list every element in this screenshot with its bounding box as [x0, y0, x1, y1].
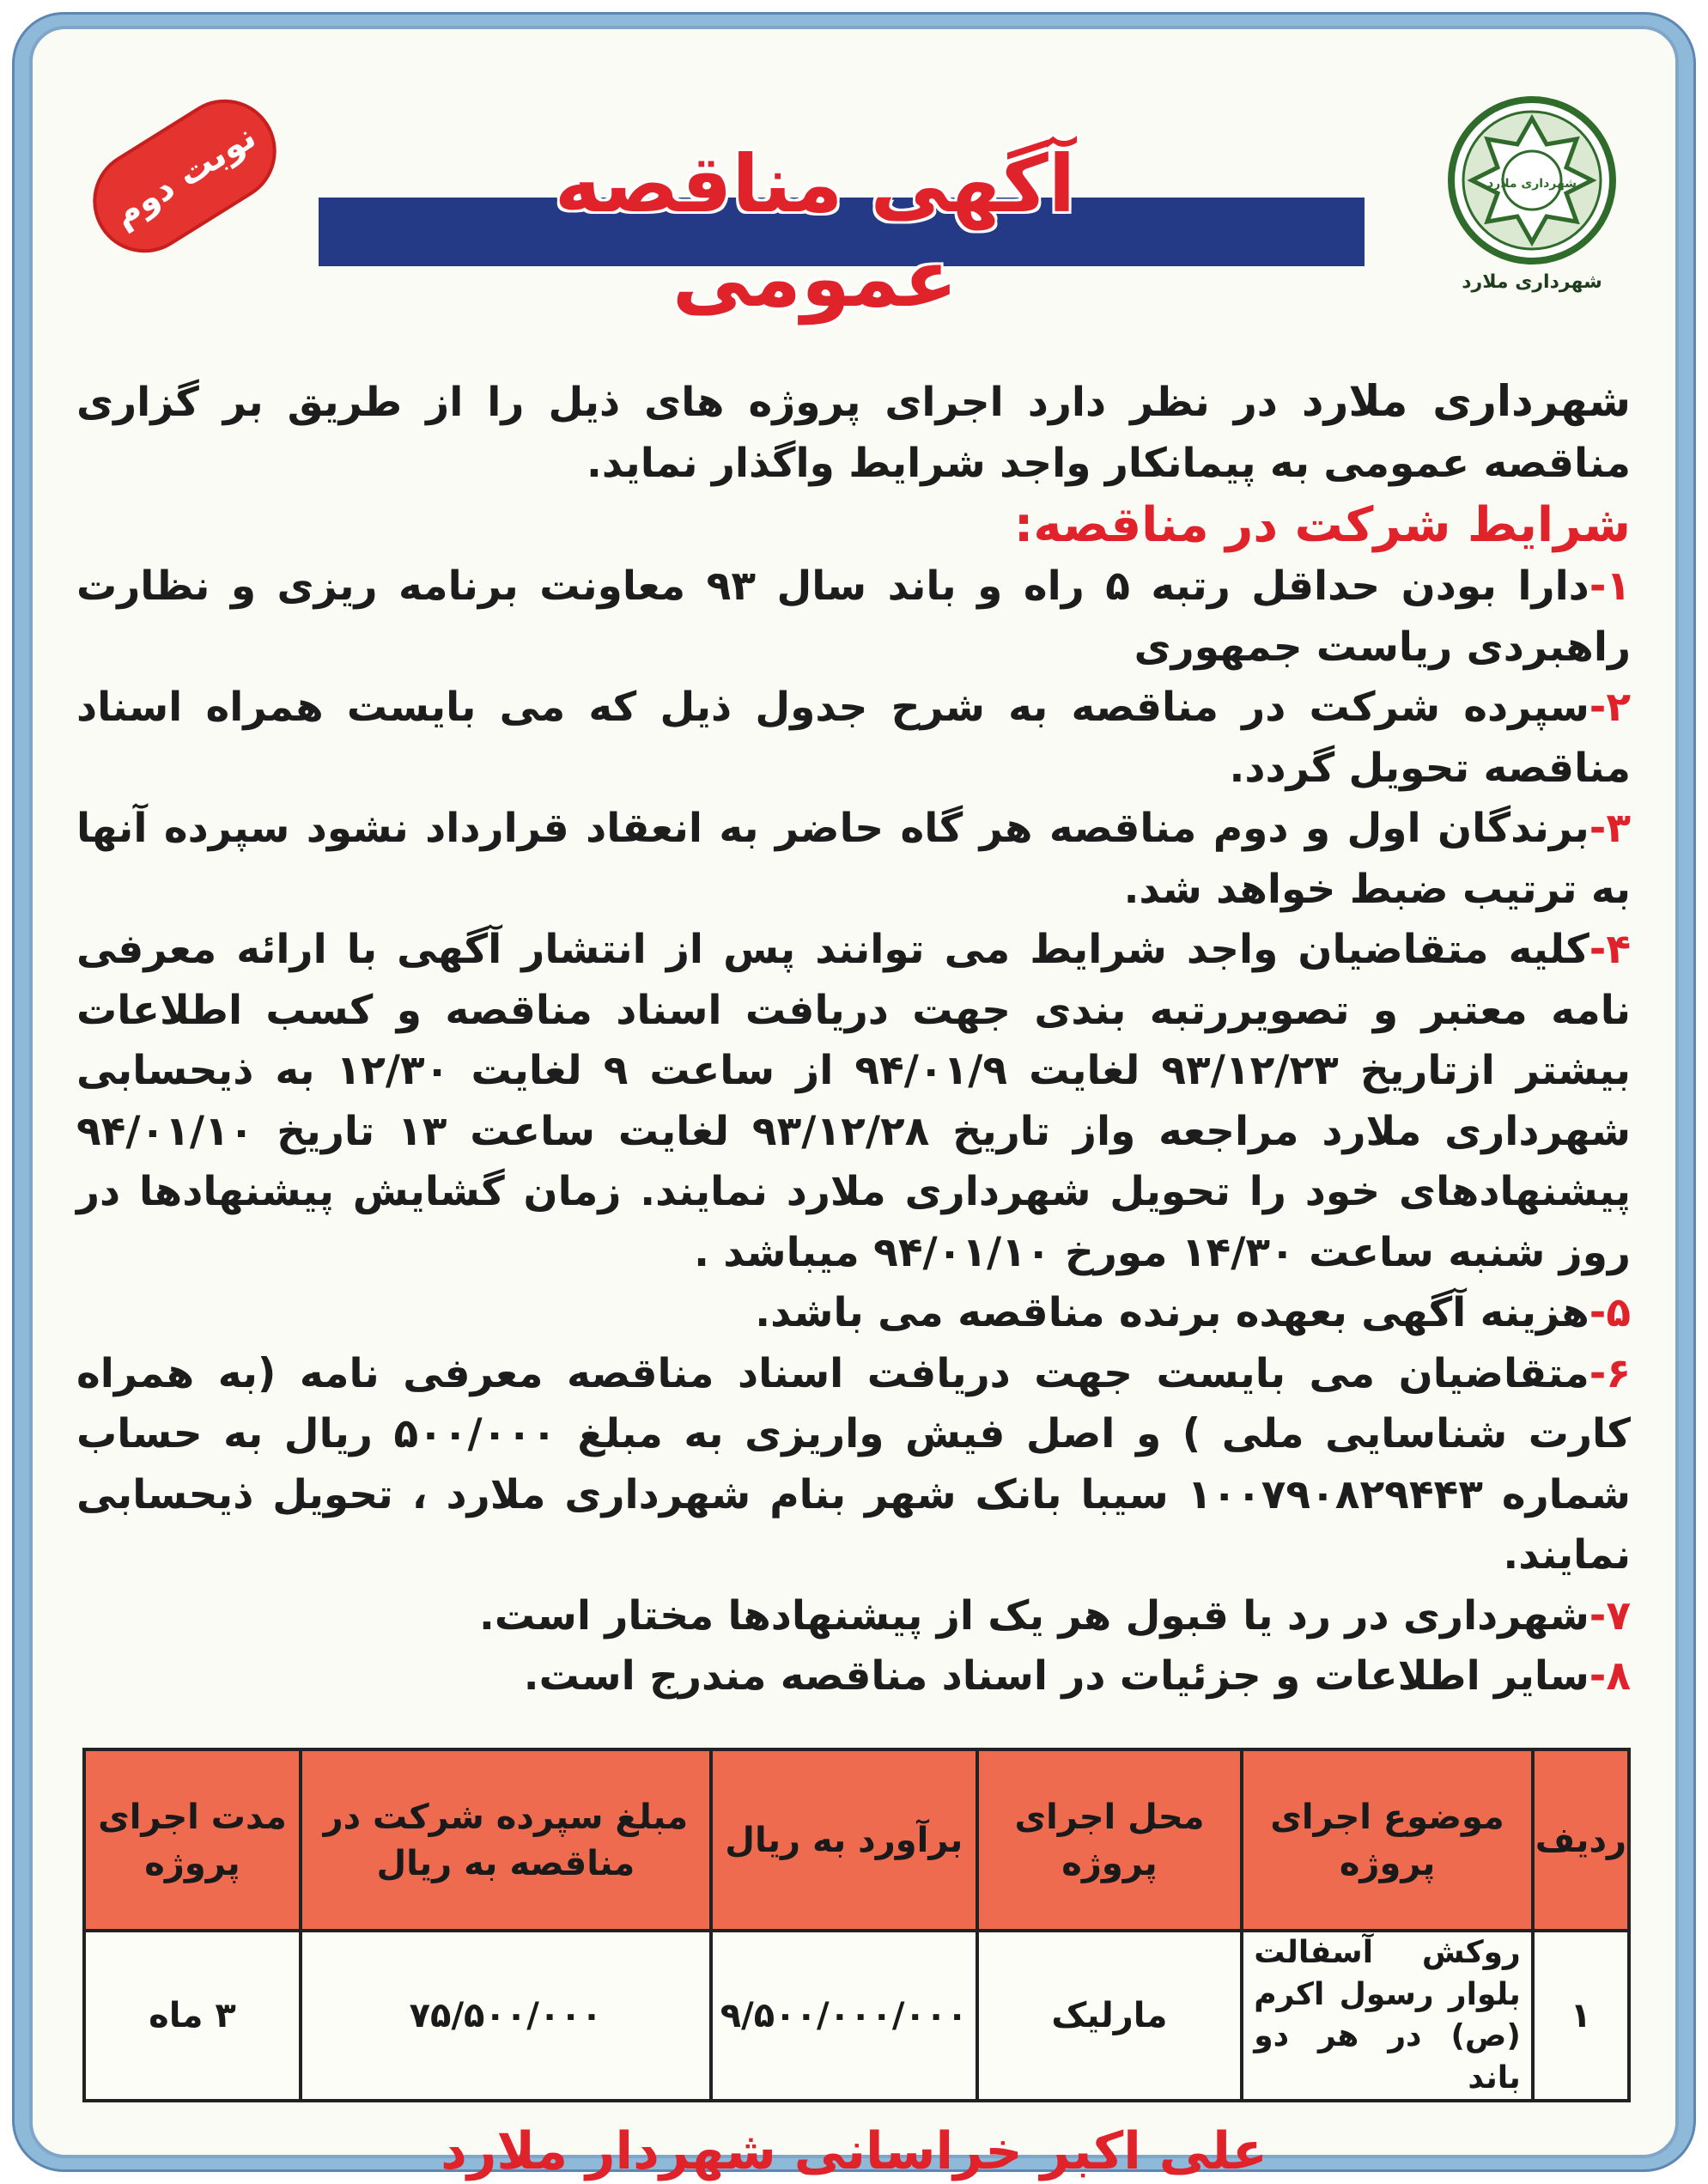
cell-duration: ۳ ماه [84, 1931, 301, 2101]
tender-table [82, 1748, 1631, 2102]
intro-paragraph [76, 369, 1631, 495]
conditions-title: شرایط شرکت در مناقصه: [1013, 496, 1631, 553]
header-estimate: برآورد به ریال [711, 1749, 977, 1931]
logo [1442, 94, 1622, 335]
condition-2: ۲-سپرده شرکت در مناقصه به شرح جدول ذیل که می بایست همراه اسناد مناقصه تحویل گردد. [76, 684, 1631, 792]
emblem-text: شهرداری ملارد [1486, 177, 1577, 191]
notice-page [52, 43, 1656, 2181]
cell-deposit: ۷۵/۵۰۰/۰۰۰ [301, 1931, 711, 2101]
cell-row-number: ۱ [1533, 1931, 1629, 2101]
header-project-location: محل اجرای پروژه [977, 1749, 1243, 1931]
condition-6: ۶-متقاضیان می بایست جهت دریافت اسناد مناقصه معرفی نامه (به همراه کارت شناسایی ملی ) و اصل فیش واریزی به مبلغ ۵۰۰/۰۰۰ ریال به حساب شماره ۱۰۰۷۹۰۸۲۹۴۴۳ سیبا بانک شهر بنام شهرداری ملارد ، تحویل ذیحسابی نمایند. [76, 1349, 1632, 1579]
logo-caption: شهرداری ملارد [1462, 271, 1602, 293]
cell-project-location: مارلیک [977, 1931, 1243, 2101]
page-title: آگهی مناقصه عمومی [554, 138, 1076, 325]
intro-text: در نظر دارد اجرای پروژه های ذیل را از طریق بر گزاری مناقصه عمومی به پیمانکار واجد شرایط واگذار نماید. [76, 379, 1631, 487]
condition-5: ۵-هزینه آگهی بعهده برنده مناقصه می باشد. [755, 1289, 1631, 1337]
municipality-emblem-icon [1446, 94, 1618, 266]
cell-estimate: ۹/۵۰۰/۰۰۰/۰۰۰ [711, 1931, 977, 2101]
table-row [84, 1931, 1629, 2101]
table-header-row [84, 1749, 1629, 1931]
condition-7: ۷-شهرداری در رد یا قبول هر یک از پیشنهادها مختار است. [479, 1591, 1631, 1640]
header-deposit: مبلغ سپرده شرکت در مناقصه به ریال [301, 1749, 711, 1931]
signature: علی اکبر خراسانی شهردار ملارد [441, 2121, 1267, 2181]
second-publication-badge [74, 80, 296, 272]
notice-body [76, 369, 1631, 1707]
condition-3: ۳-برندگان اول و دوم مناقصه هر گاه حاضر به انعقاد قرارداد نشود سپرده آنها به ترتیب ضبط خواهد شد. [76, 805, 1631, 913]
condition-8: ۸-سایر اطلاعات و جزئیات در اسناد مناقصه مندرج است. [523, 1652, 1631, 1700]
header-duration: مدت اجرای پروژه [84, 1749, 301, 1931]
condition-1: ۱-دارا بودن حداقل رتبه ۵ راه و باند سال ۹۳ معاونت برنامه ریزی و نظارت راهبردی ریاست جمهوری [76, 563, 1632, 671]
header-row-number: ردیف [1533, 1749, 1629, 1931]
intro-org: شهرداری ملارد [1301, 376, 1631, 426]
header-project-subject: موضوع اجرای پروژه [1242, 1749, 1533, 1931]
badge-label: نوبت دوم [106, 117, 264, 235]
condition-4: ۴-کلیه متقاضیان واجد شرایط می توانند پس از انتشار آگهی با ارائه معرفی نامه معتبر و تصویررتبه بندی جهت دریافت اسناد مناقصه و کسب اطلاعات بیشتر ازتاریخ ۹۳/۱۲/۲۳ لغایت ۹۴/۰۱/۹ از ساعت ۹ لغایت ۱۲/۳۰ به ذیحسابی شهرداری ملارد مراجعه واز تاریخ ۹۳/۱۲/۲۸ لغایت ساعت ۱۳ تاریخ ۹۴/۰۱/۱۰ پیشنهادهای خود را تحویل شهرداری ملارد نمایند. زمان گشایش پیشنهادها در روز شنبه ساعت ۱۴/۳۰ مورخ ۹۴/۰۱/۱۰ میباشد . [76, 926, 1632, 1276]
cell-project-subject: روکش آسفالت بلوار رسول اکرم (ص) در هر دو باند [1242, 1931, 1533, 2101]
